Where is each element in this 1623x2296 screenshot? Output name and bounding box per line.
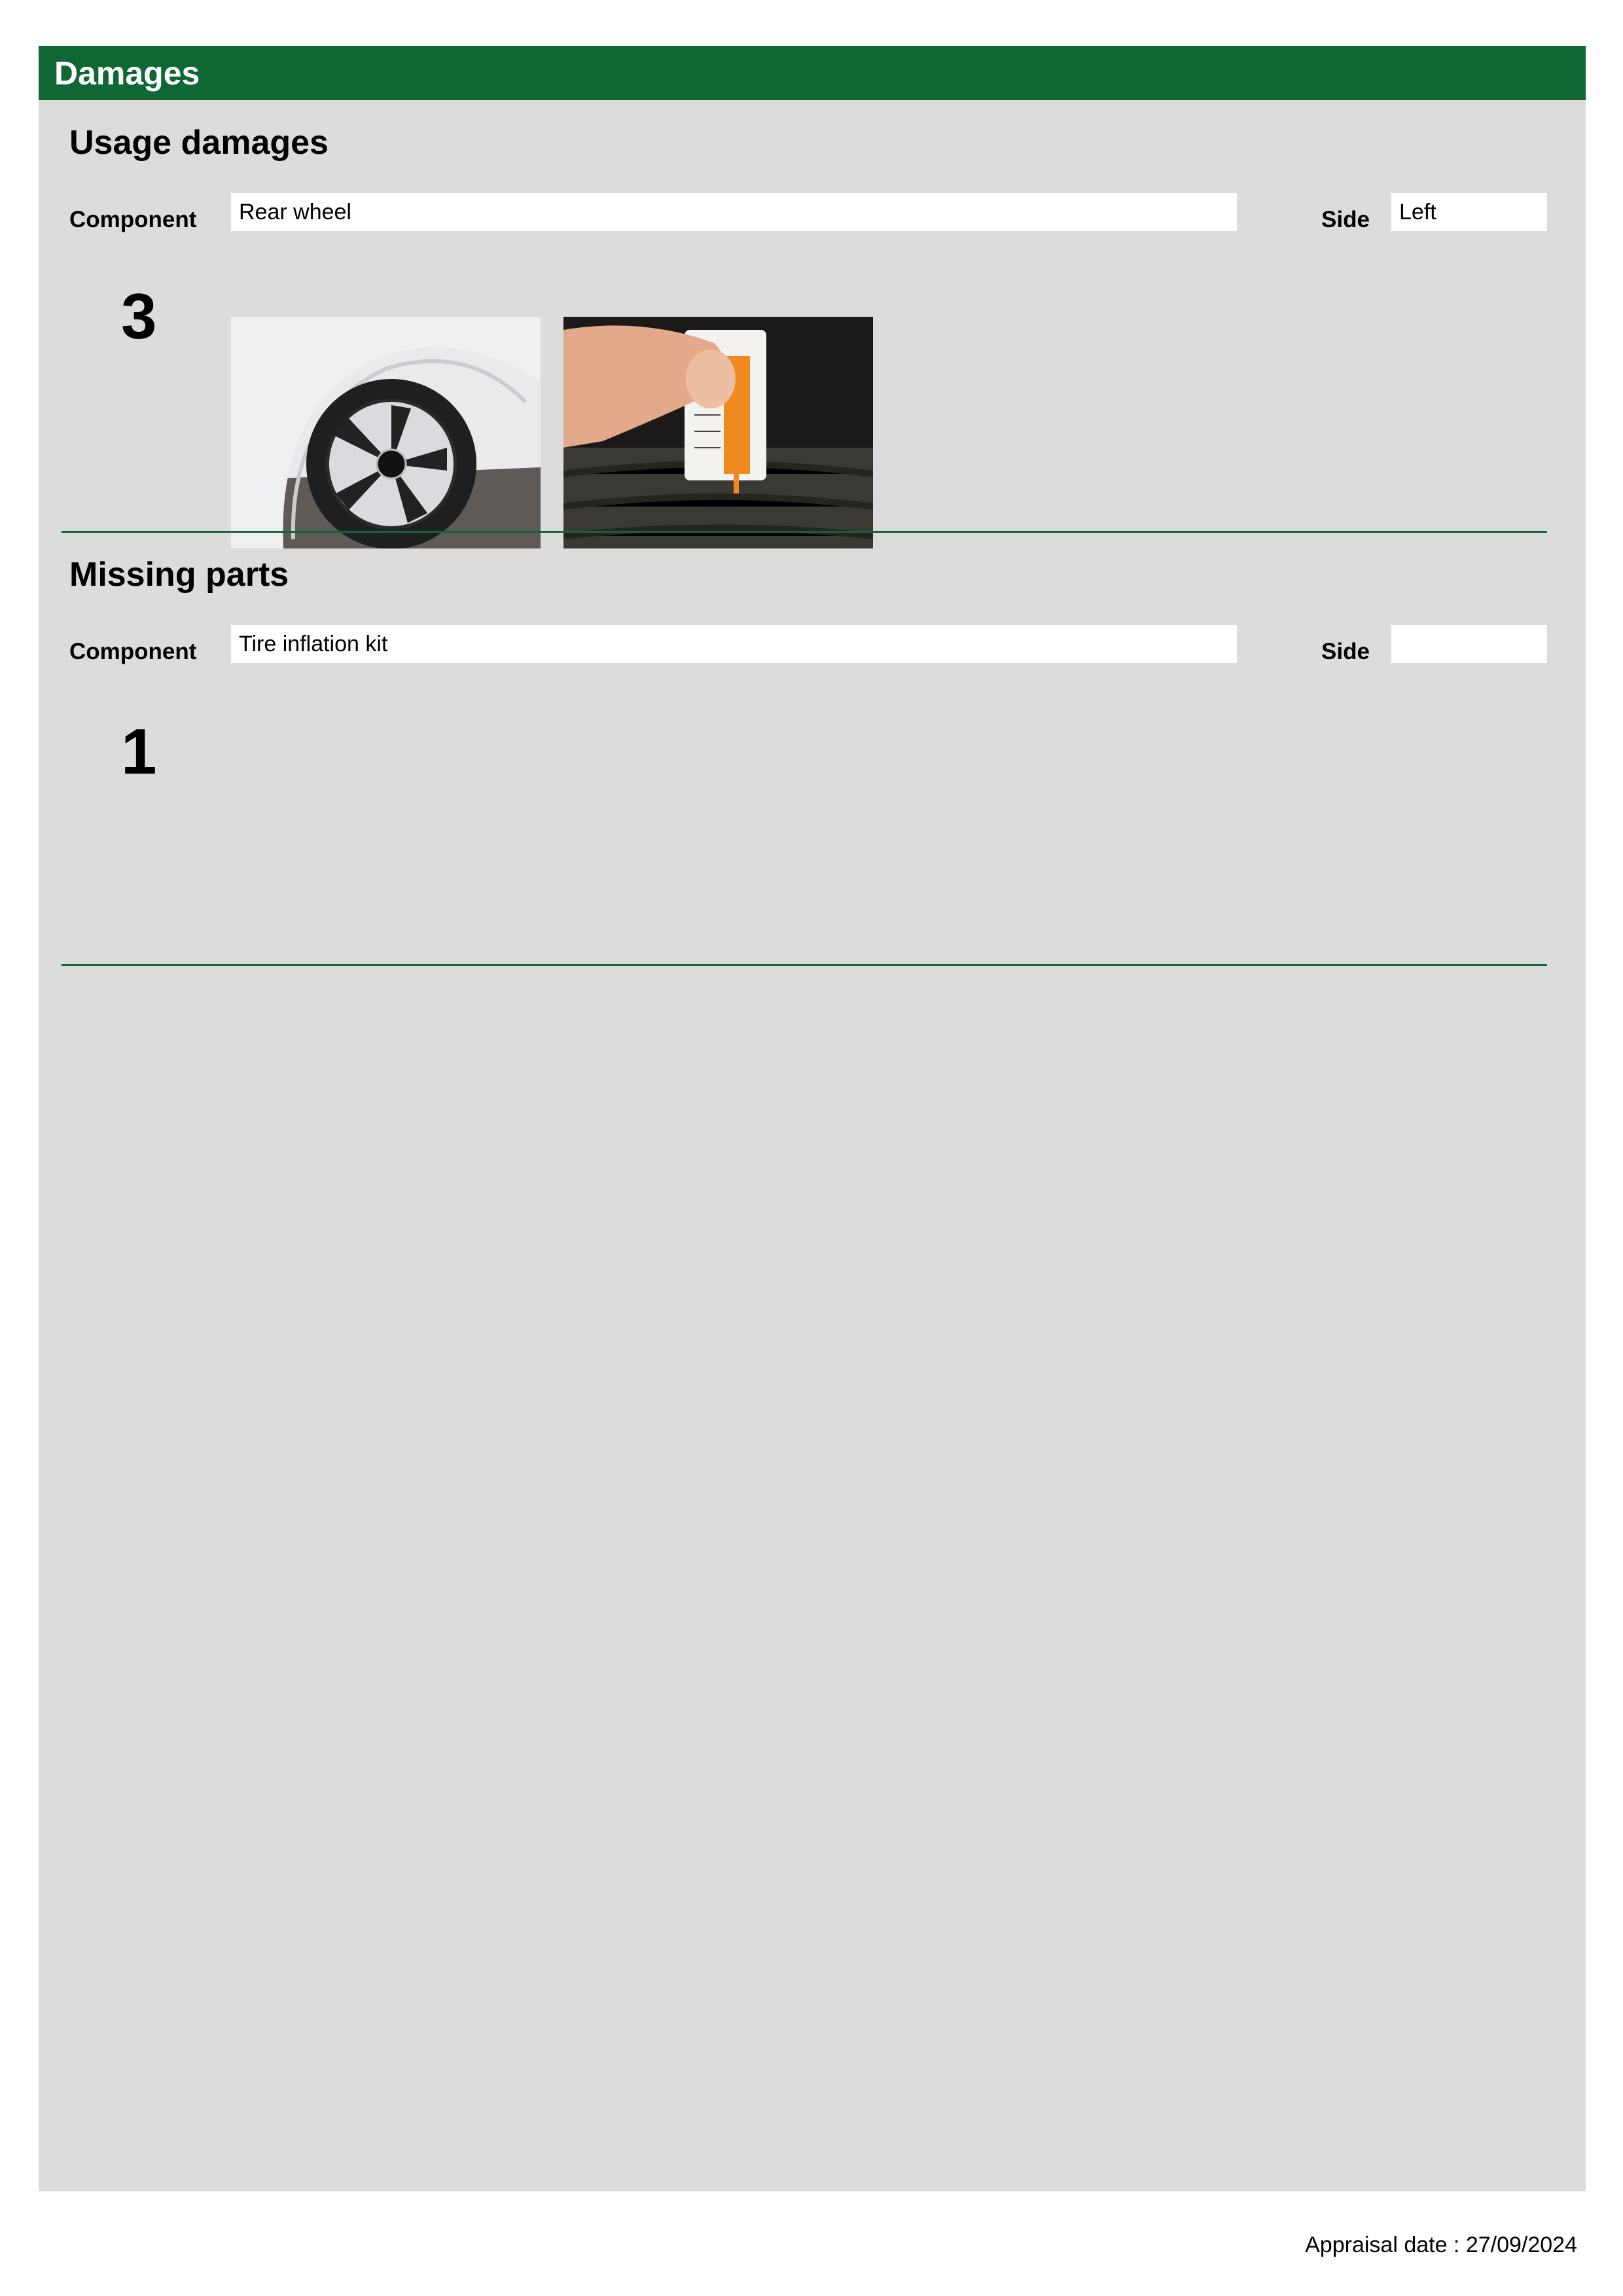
page-title: Damages bbox=[54, 55, 200, 92]
damages-header bbox=[39, 46, 1586, 100]
usage-damages-section bbox=[39, 123, 1586, 555]
damage-count: 3 bbox=[121, 280, 157, 352]
component-field: Tire inflation kit bbox=[231, 625, 1237, 663]
component-label: Component bbox=[69, 639, 197, 664]
usage-damages-title: Usage damages bbox=[69, 124, 329, 162]
wheel-photo-image bbox=[231, 317, 541, 548]
side-field bbox=[1391, 625, 1547, 663]
tread-depth-gauge-photo[interactable] bbox=[563, 317, 873, 548]
section-divider bbox=[62, 531, 1547, 533]
missing-parts-section bbox=[39, 555, 1586, 987]
component-label: Component bbox=[69, 207, 197, 232]
missing-parts-title: Missing parts bbox=[69, 556, 289, 594]
appraisal-date: Appraisal date : 27/09/2024 bbox=[1305, 2233, 1577, 2257]
damages-panel bbox=[39, 46, 1586, 2191]
side-label: Side bbox=[1321, 207, 1370, 232]
missing-count: 1 bbox=[121, 715, 157, 787]
component-field: Rear wheel bbox=[231, 193, 1237, 231]
tread-gauge-image bbox=[563, 317, 873, 548]
section-divider bbox=[62, 964, 1547, 966]
side-field: Left bbox=[1391, 193, 1547, 231]
wheel-photo[interactable] bbox=[231, 317, 541, 548]
side-label: Side bbox=[1321, 639, 1370, 664]
